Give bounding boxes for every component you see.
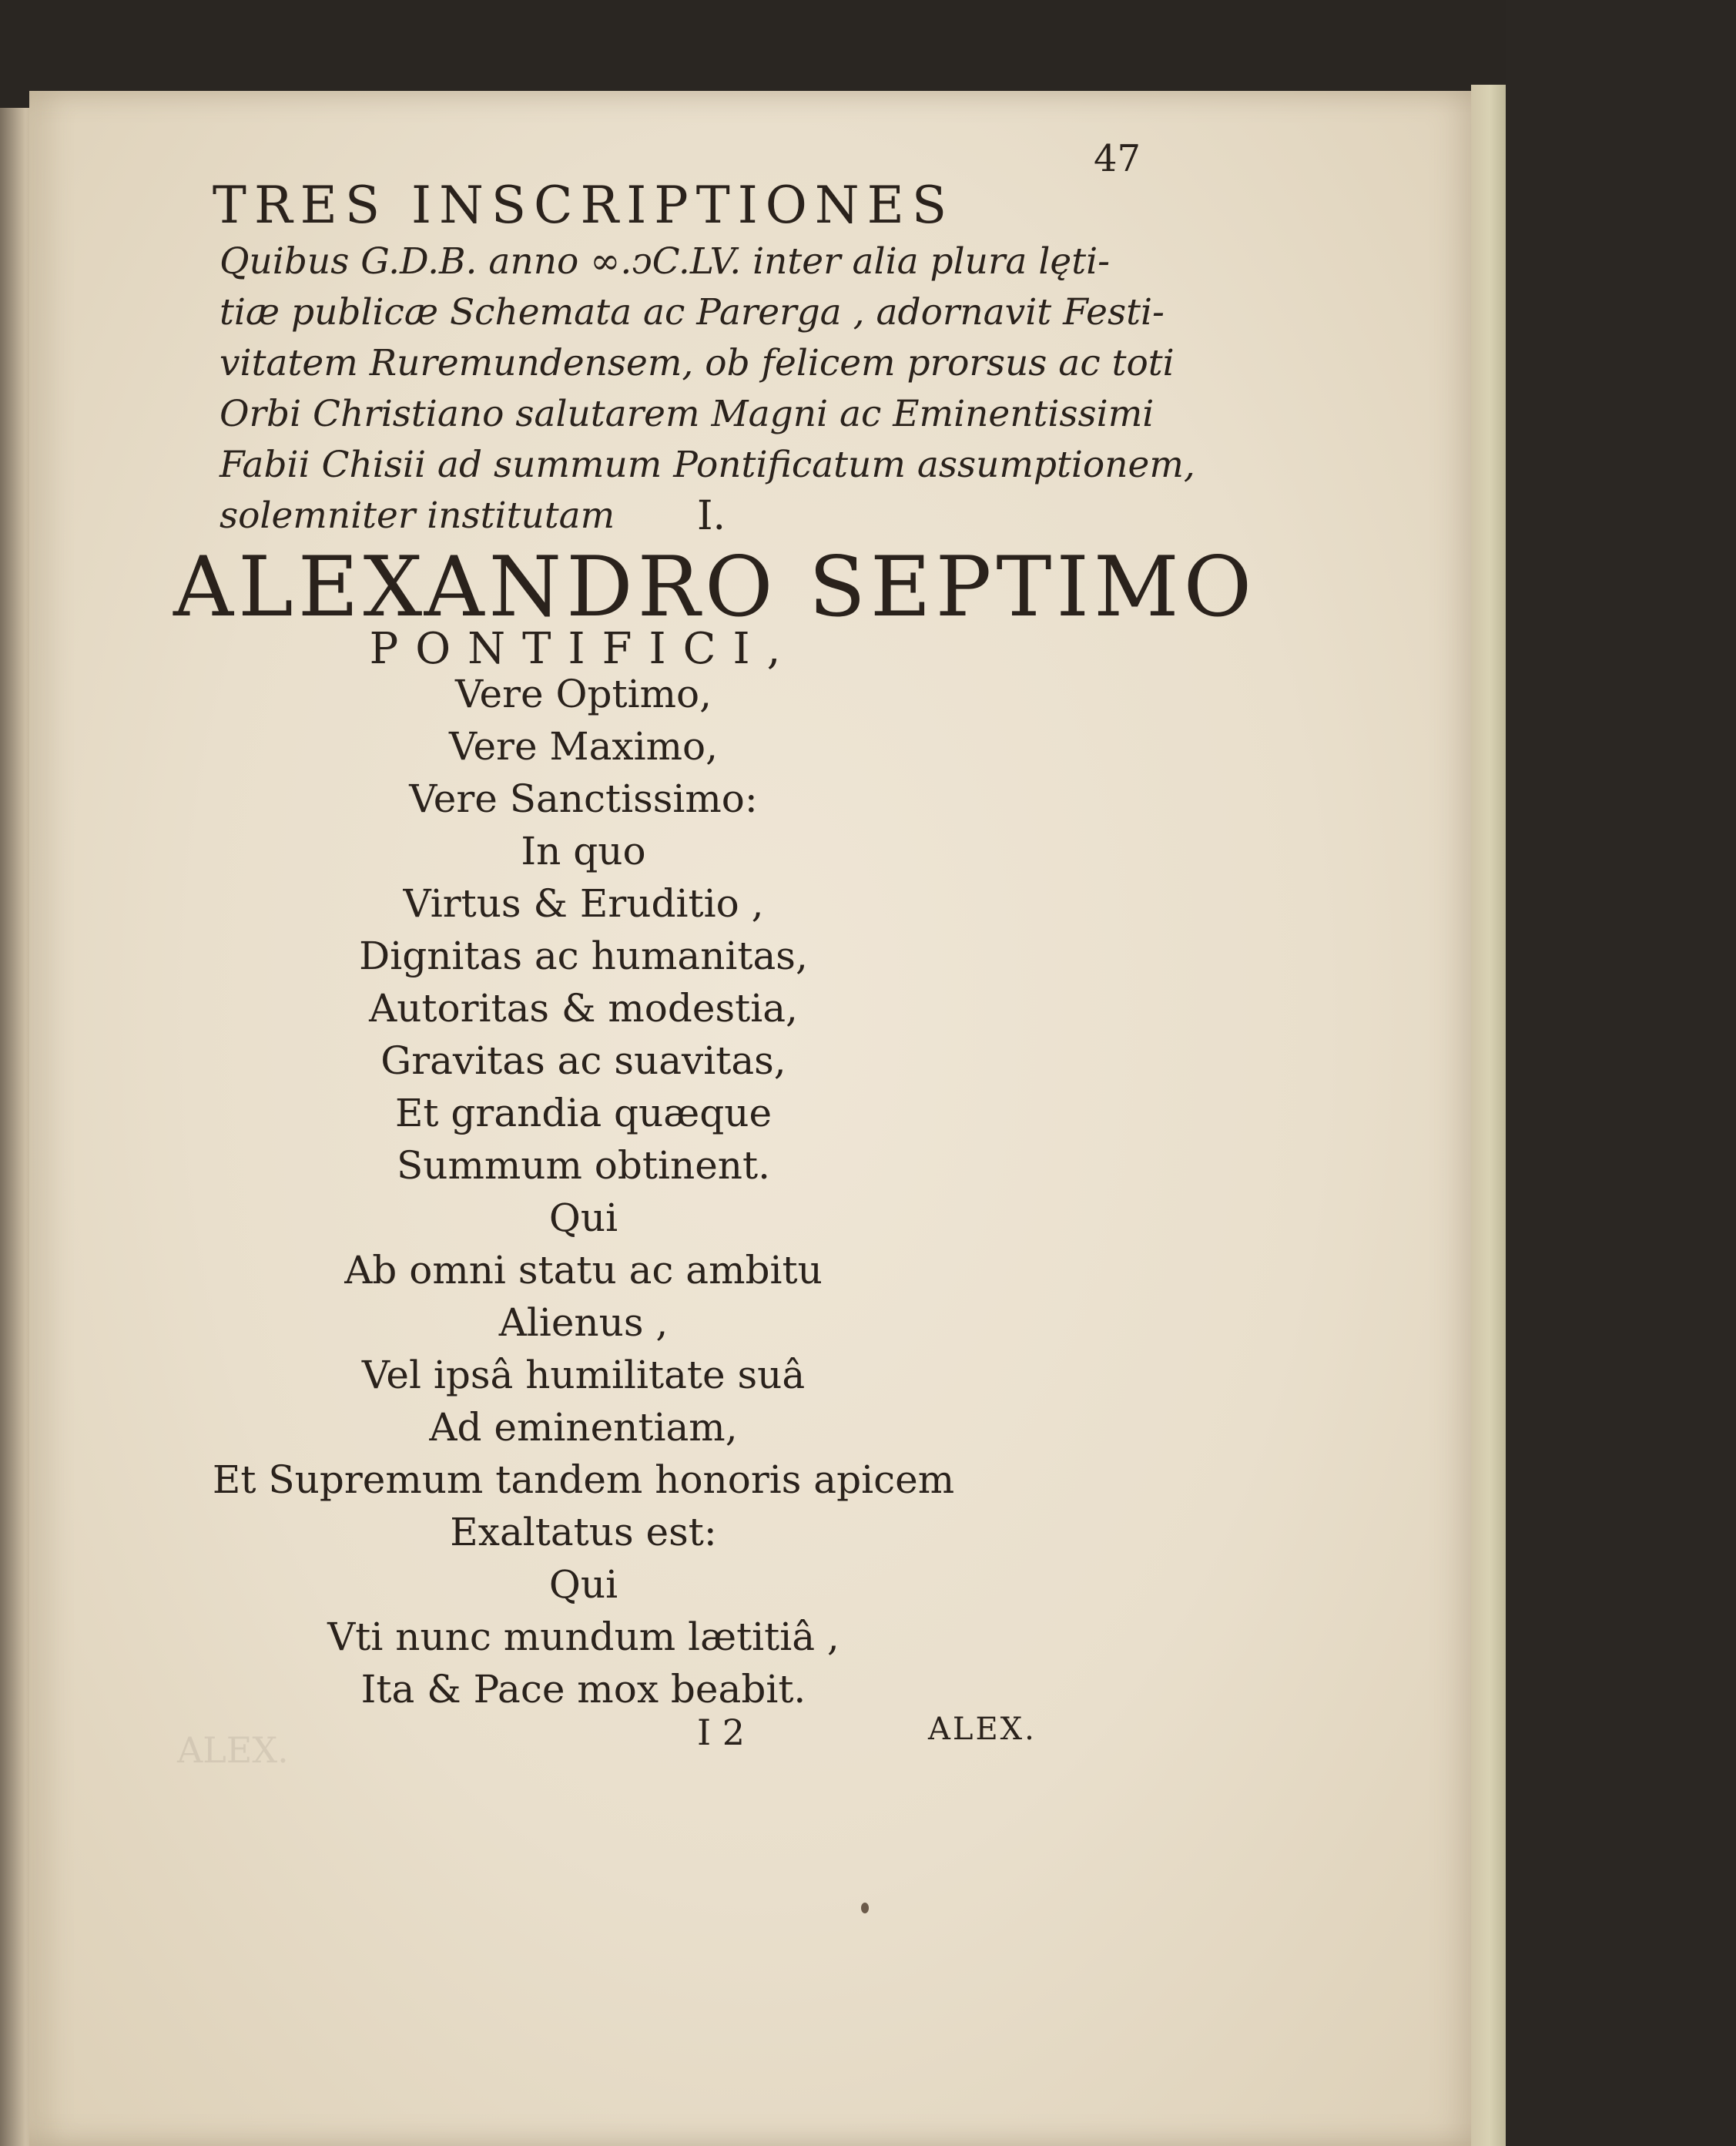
dedicatee-title: PONTIFICI, bbox=[369, 624, 798, 674]
page-title: TRES INSCRIPTIONES bbox=[212, 176, 955, 235]
inscription-line: Vere Sanctissimo: bbox=[409, 776, 758, 821]
intro-line: Orbi Christiano salutarem Magni ac Eminentissimi bbox=[220, 393, 1155, 435]
intro-line: Fabii Chisii ad summum Pontificatum assumptionem, bbox=[220, 444, 1195, 486]
intro-line: vitatem Ruremundensem, ob felicem prorsus ac toti bbox=[220, 342, 1175, 384]
inscription-line: Qui bbox=[548, 1562, 618, 1607]
inscription-line: Gravitas ac suavitas, bbox=[380, 1038, 786, 1083]
page-number: 47 bbox=[1094, 137, 1141, 180]
show-through-text: ALEX. bbox=[177, 1729, 289, 1771]
inscription-line: Vere Optimo, bbox=[455, 672, 712, 716]
inscription-line: Virtus & Eruditio , bbox=[403, 881, 764, 926]
inscription-line: In quo bbox=[521, 829, 646, 873]
inscription-line: Alienus , bbox=[498, 1300, 669, 1345]
intro-line: solemniter institutam bbox=[220, 495, 615, 537]
signature-mark: I 2 bbox=[697, 1712, 746, 1753]
section-numeral: I. bbox=[697, 493, 726, 539]
inscription-line: Et grandia quæque bbox=[394, 1091, 772, 1135]
background-right bbox=[1506, 0, 1736, 2146]
intro-line: Quibus G.D.B. anno ∞.ↄC.LV. inter alia plura lęti- bbox=[220, 240, 1111, 283]
inscription-line: Qui bbox=[548, 1195, 618, 1240]
inscription-line: Et Supremum tandem honoris apicem bbox=[212, 1457, 955, 1502]
inscription-line: Exaltatus est: bbox=[450, 1510, 717, 1554]
inscription-line: Autoritas & modestia, bbox=[369, 986, 798, 1031]
inscription-line: Vti nunc mundum lætitiâ , bbox=[327, 1615, 840, 1659]
dedicatee-heading: ALEXANDRO SEPTIMO bbox=[173, 539, 1257, 635]
inscription-line: Ita & Pace mox beabit. bbox=[360, 1667, 806, 1712]
ink-spot bbox=[861, 1903, 869, 1913]
inscription-line: Dignitas ac humanitas, bbox=[359, 934, 808, 978]
catchword: ALEX. bbox=[928, 1712, 1037, 1747]
inscription-line: Summum obtinent. bbox=[397, 1143, 770, 1188]
inscription-line: Ad eminentiam, bbox=[429, 1405, 738, 1450]
inscription-line: Vere Maximo, bbox=[448, 724, 719, 769]
inscription-line: Ab omni statu ac ambitu bbox=[344, 1248, 823, 1293]
intro-line: tiæ publicæ Schemata ac Parerga , adornavit Festi- bbox=[220, 291, 1165, 334]
inscription-line: Vel ipsâ humilitate suâ bbox=[361, 1353, 806, 1397]
